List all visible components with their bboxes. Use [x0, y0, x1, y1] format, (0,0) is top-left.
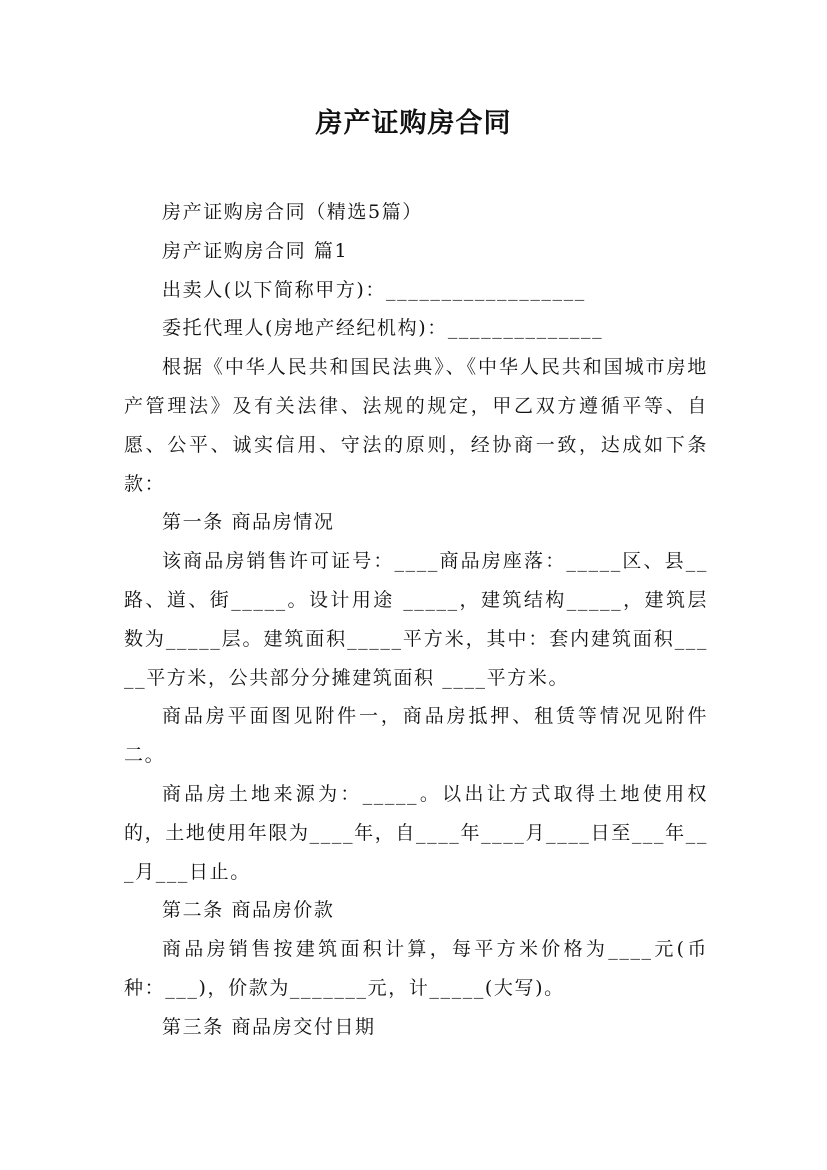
- paragraph-seller: 出卖人(以下简称甲方)：__________________: [162, 278, 586, 301]
- paragraph-article-2-heading: 第二条 商品房价款: [162, 899, 335, 922]
- paragraph-legal-basis: 根据《中华人民共和国民法典》、《中华人民共和国城市房地产管理法》及有关法律、法规的规定，甲乙双方遵循平等、自愿、公平、诚实信用、守法的原则，经协商一致，达成如下条款：: [124, 356, 708, 495]
- paragraph-article-1-heading: 第一条 商品房情况: [162, 511, 335, 534]
- document-body: [124, 193, 708, 1047]
- paragraph-heading-part-1: 房产证购房合同 篇1: [162, 239, 349, 262]
- paragraph-heading-selection: 房产证购房合同（精选5篇）: [162, 201, 423, 223]
- paragraph-price: 商品房销售按建筑面积计算，每平方米价格为____元(币种：___)，价款为_______元，计_____(大写)。: [124, 938, 708, 999]
- paragraph-land-source: 商品房土地来源为：_____。以出让方式取得土地使用权的，土地使用年限为____年，自____年____月____日至___年___月___日止。: [124, 782, 708, 883]
- document-title: 房产证购房合同: [315, 108, 512, 139]
- paragraph-attachments: 商品房平面图见附件一，商品房抵押、租赁等情况见附件二。: [124, 705, 708, 767]
- paragraph-agent: 委托代理人(房地产经纪机构)：______________: [162, 317, 604, 340]
- paragraph-property-details: 该商品房销售许可证号：____商品房座落：_____区、县__路、道、街_____。设计用途 _____，建筑结构_____，建筑层数为_____层。建筑面积_____平方米，其中：套内建筑面积_____平方米，公共部分分摊建筑面积 ____平方米。: [124, 550, 708, 689]
- paragraph-article-3-heading: 第三条 商品房交付日期: [162, 1015, 376, 1038]
